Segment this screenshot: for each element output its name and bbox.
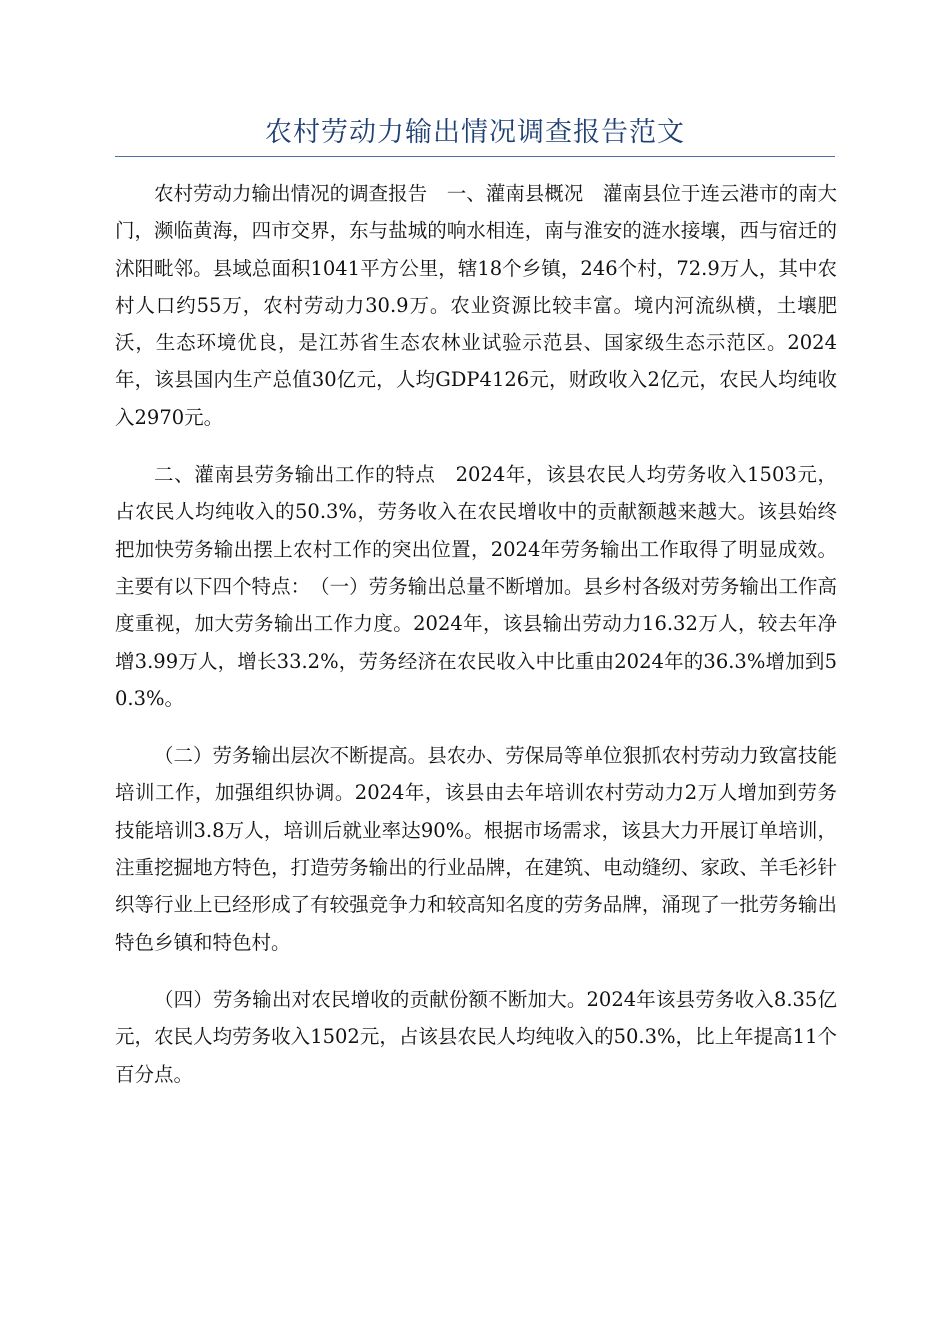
paragraph-level: （二）劳务输出层次不断提高。县农办、劳保局等单位狠抓农村劳动力致富技能培训工作，加强组织协调。2024年，该县由去年培训农村劳动力2万人增加到劳务技能培训3.8万人，培训后就业率达90%。根据市场需求，该县大力开展订单培训，注重挖掘地方特色，打造劳务输出的行业品牌，在建筑、电动缝纫、家政、羊毛衫针织等行业上已经形成了有较强竞争力和较高知名度的劳务品牌，涌现了一批劳务输出特色乡镇和特色村。	[115, 744, 837, 954]
paragraph-overview: 农村劳动力输出情况的调查报告 一、灌南县概况 灌南县位于连云港市的南大门，濒临黄海，四市交界，东与盐城的响水相连，南与淮安的涟水接壤，西与宿迁的沭阳毗邻。县域总面积1041平方公里，辖18个乡镇，246个村，72.9万人，其中农村人口约55万，农村劳动力30.9万。农业资源比较丰富。境内河流纵横，土壤肥沃，生态环境优良，是江苏省生态农林业试验示范县、国家级生态示范区。2024年，该县国内生产总值30亿元，人均GDP4126元，财政收入2亿元，农民人均纯收入2970元。	[115, 182, 837, 429]
document-body	[115, 175, 837, 1113]
paragraph-features: 二、灌南县劳务输出工作的特点 2024年，该县农民人均劳务收入1503元，占农民人均纯收入的50.3%，劳务收入在农民增收中的贡献额越来越大。该县始终把加快劳务输出摆上农村工作的突出位置，2024年劳务输出工作取得了明显成效。主要有以下四个特点： （一）劳务输出总量不断增加。县乡村各级对劳务输出工作高度重视，加大劳务输出工作力度。2024年，该县输出劳动力16.32万人，较去年净增3.99万人，增长33.2%，劳务经济在农民收入中比重由2024年的36.3%增加到50.3%。	[115, 463, 837, 710]
page-title: 农村劳动力输出情况调查报告范文	[265, 117, 685, 148]
paragraph-contribution: （四）劳务输出对农民增收的贡献份额不断加大。2024年该县劳务收入8.35亿元，农民人均劳务收入1502元，占该县农民人均纯收入的50.3%，比上年提高11个百分点。	[115, 987, 837, 1086]
title-block	[115, 112, 835, 157]
